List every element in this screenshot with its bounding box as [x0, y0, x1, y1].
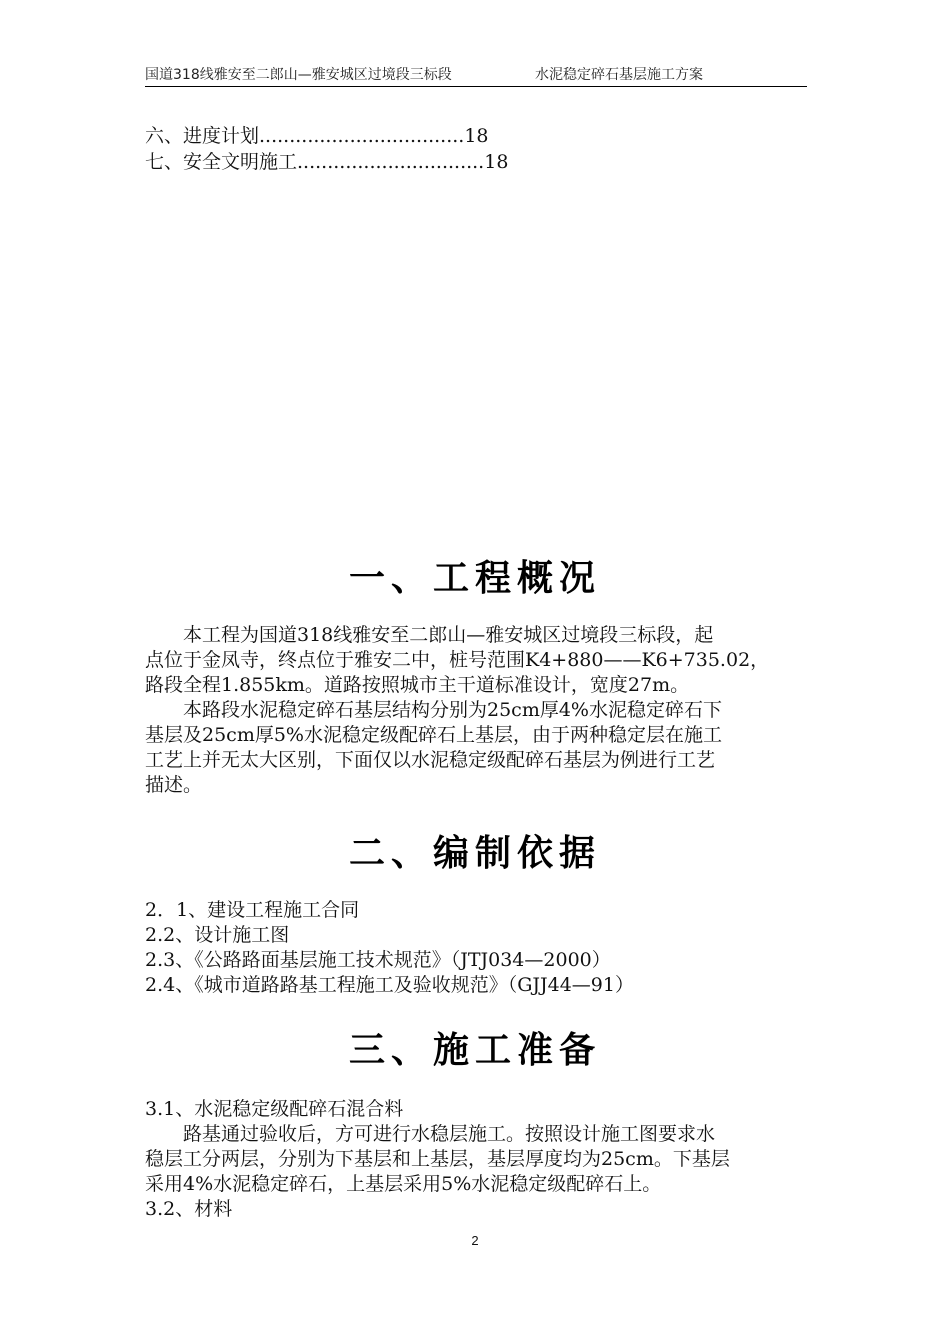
overview-paragraph-1: [145, 623, 805, 698]
section-heading-preparation: 三、施工准备: [348, 1030, 601, 1071]
paragraph-line: 本工程为国道318线雅安至二郎山—雅安城区过境段三标段，起: [145, 624, 714, 646]
section-heading-overview: 一、工程概况: [348, 558, 601, 599]
list-item: 2.2、设计施工图: [145, 924, 290, 946]
header-document-title: 水泥稳定碎石基层施工方案: [535, 67, 703, 83]
header-project-name: 国道318线雅安至二郎山—雅安城区过境段三标段: [145, 67, 452, 83]
list-item: 2.3、《公路路面基层施工技术规范》（JTJ034—2000）: [145, 949, 611, 971]
section-heading-basis: 二、编制依据: [348, 833, 601, 874]
paragraph-line: 基层及25cm厚5%水泥稳定级配碎石上基层，由于两种稳定层在施工: [145, 724, 722, 746]
preparation-content: [145, 1097, 805, 1222]
toc-entry-schedule[interactable]: 六、进度计划..................................18: [145, 125, 489, 147]
paragraph-line: 路段全程1.855km。道路按照城市主干道标准设计，宽度27m。: [145, 674, 690, 696]
paragraph-line: 本路段水泥稳定碎石基层结构分别为25cm厚4%水泥稳定碎石下: [145, 699, 722, 721]
subsection-heading: 3.1、水泥稳定级配碎石混合料: [145, 1098, 404, 1120]
page-header: [145, 64, 807, 87]
page-number: 2: [471, 1233, 479, 1248]
paragraph-line: 点位于金凤寺，终点位于雅安二中，桩号范围K4+880——K6+735.02，: [145, 649, 770, 671]
paragraph-line: 工艺上并无太大区别，下面仅以水泥稳定级配碎石基层为例进行工艺: [145, 749, 716, 771]
paragraph-line: 采用4%水泥稳定碎石，上基层采用5%水泥稳定级配碎石上。: [145, 1173, 662, 1195]
paragraph-line: 稳层工分两层，分别为下基层和上基层，基层厚度均为25cm。下基层: [145, 1148, 730, 1170]
list-item: 2．1、建设工程施工合同: [145, 899, 360, 921]
basis-list: [145, 898, 805, 998]
paragraph-line: 描述。: [145, 774, 203, 796]
overview-paragraph-2: [145, 698, 805, 798]
subsection-heading: 3.2、材料: [145, 1198, 233, 1220]
toc-entry-safety[interactable]: 七、安全文明施工...............................18: [145, 151, 509, 173]
paragraph-line: 路基通过验收后，方可进行水稳层施工。按照设计施工图要求水: [145, 1123, 716, 1145]
table-of-contents: [145, 123, 715, 175]
list-item: 2.4、《城市道路路基工程施工及验收规范》（GJJ44—91）: [145, 974, 634, 996]
